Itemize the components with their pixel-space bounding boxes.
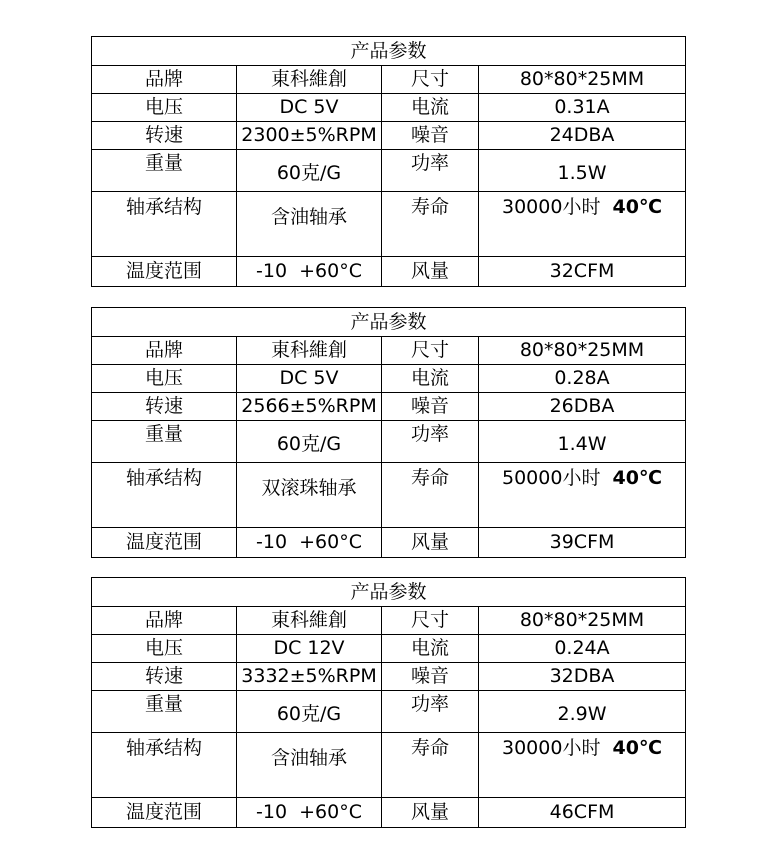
life-hours: 30000小时 — [502, 196, 601, 218]
spec-table-1 — [91, 36, 686, 287]
current-label: 电流 — [382, 94, 479, 122]
power-value: 1.5W — [479, 150, 686, 192]
noise-label: 噪音 — [382, 122, 479, 150]
spec-table-3 — [91, 577, 686, 828]
life-hours: 30000小时 — [502, 737, 601, 759]
voltage-label: 电压 — [92, 365, 237, 393]
bearing-value: 含油轴承 — [237, 192, 382, 257]
voltage-value: DC 12V — [237, 635, 382, 663]
weight-label: 重量 — [92, 150, 237, 192]
table-title: 产品参数 — [92, 308, 686, 337]
current-label: 电流 — [382, 635, 479, 663]
current-value: 0.28A — [479, 365, 686, 393]
temp-range-label: 温度范围 — [92, 528, 237, 558]
life-value — [479, 733, 686, 798]
brand-value: 東科維創 — [237, 607, 382, 635]
voltage-value: DC 5V — [237, 94, 382, 122]
temp-range-value: -10 +60°C — [237, 528, 382, 558]
spec-table-2 — [91, 307, 686, 558]
brand-label: 品牌 — [92, 607, 237, 635]
airflow-value: 39CFM — [479, 528, 686, 558]
temp-range-value: -10 +60°C — [237, 257, 382, 287]
life-label: 寿命 — [382, 463, 479, 528]
speed-label: 转速 — [92, 122, 237, 150]
life-label: 寿命 — [382, 733, 479, 798]
weight-value: 60克/G — [237, 421, 382, 463]
current-value: 0.31A — [479, 94, 686, 122]
power-label: 功率 — [382, 691, 479, 733]
noise-value: 32DBA — [479, 663, 686, 691]
current-label: 电流 — [382, 365, 479, 393]
weight-value: 60克/G — [237, 150, 382, 192]
weight-label: 重量 — [92, 691, 237, 733]
voltage-value: DC 5V — [237, 365, 382, 393]
brand-label: 品牌 — [92, 66, 237, 94]
bearing-label: 轴承结构 — [92, 463, 237, 528]
power-value: 2.9W — [479, 691, 686, 733]
speed-value: 2566±5%RPM — [237, 393, 382, 421]
bearing-label: 轴承结构 — [92, 192, 237, 257]
airflow-label: 风量 — [382, 798, 479, 828]
airflow-label: 风量 — [382, 528, 479, 558]
airflow-value: 32CFM — [479, 257, 686, 287]
size-label: 尺寸 — [382, 607, 479, 635]
brand-value: 東科維創 — [237, 337, 382, 365]
bearing-value: 含油轴承 — [237, 733, 382, 798]
bearing-label: 轴承结构 — [92, 733, 237, 798]
life-hours: 50000小时 — [502, 467, 601, 489]
size-label: 尺寸 — [382, 337, 479, 365]
life-temperature: 40℃ — [612, 737, 662, 759]
noise-label: 噪音 — [382, 393, 479, 421]
life-temperature: 40℃ — [612, 196, 662, 218]
speed-label: 转速 — [92, 393, 237, 421]
speed-value: 2300±5%RPM — [237, 122, 382, 150]
noise-value: 24DBA — [479, 122, 686, 150]
brand-value: 東科維創 — [237, 66, 382, 94]
table-title: 产品参数 — [92, 578, 686, 607]
weight-value: 60克/G — [237, 691, 382, 733]
current-value: 0.24A — [479, 635, 686, 663]
table-title: 产品参数 — [92, 37, 686, 66]
size-value: 80*80*25MM — [479, 607, 686, 635]
bearing-value: 双滚珠轴承 — [237, 463, 382, 528]
speed-label: 转速 — [92, 663, 237, 691]
temp-range-value: -10 +60°C — [237, 798, 382, 828]
voltage-label: 电压 — [92, 94, 237, 122]
weight-label: 重量 — [92, 421, 237, 463]
life-value — [479, 463, 686, 528]
size-label: 尺寸 — [382, 66, 479, 94]
size-value: 80*80*25MM — [479, 337, 686, 365]
power-value: 1.4W — [479, 421, 686, 463]
speed-value: 3332±5%RPM — [237, 663, 382, 691]
noise-value: 26DBA — [479, 393, 686, 421]
airflow-label: 风量 — [382, 257, 479, 287]
temp-range-label: 温度范围 — [92, 798, 237, 828]
power-label: 功率 — [382, 421, 479, 463]
life-label: 寿命 — [382, 192, 479, 257]
brand-label: 品牌 — [92, 337, 237, 365]
voltage-label: 电压 — [92, 635, 237, 663]
airflow-value: 46CFM — [479, 798, 686, 828]
life-value — [479, 192, 686, 257]
noise-label: 噪音 — [382, 663, 479, 691]
size-value: 80*80*25MM — [479, 66, 686, 94]
temp-range-label: 温度范围 — [92, 257, 237, 287]
life-temperature: 40℃ — [612, 467, 662, 489]
power-label: 功率 — [382, 150, 479, 192]
